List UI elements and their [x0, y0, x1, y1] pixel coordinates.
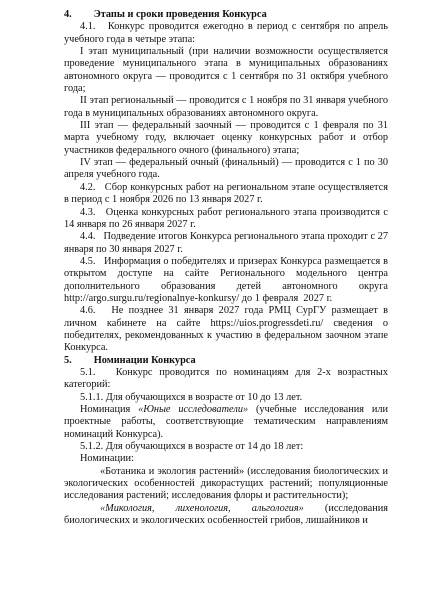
paragraph-stage-3: III этап — федеральный заочный — проводится с 1 февраля по 31 марта учебному году, включает оценку конкурсных работ и отбор участников федерального очного (финального) этапа; [64, 120, 388, 156]
paragraph-stage-2: II этап региональный — проводится с 1 ноября по 31 января учебного года в муниципальных образованиях автономного округа. [64, 95, 388, 119]
nomination-mycology-title: «Микология, лихенология, альгология» [100, 502, 304, 514]
paragraph-nomination-botany: «Ботаника и экология растений» (исследования биологических и экологических особенностей дикорастущих растений; популяционные исследования растений; исследования флоры и растительности); [64, 465, 388, 502]
paragraph-nominations-label: Номинации: [80, 453, 134, 465]
section-5-title: Номинации Конкурса [93, 354, 196, 366]
nomination-prefix: Номинация [80, 404, 139, 415]
nomination-mycology-description: (исследования биологических и экологических особенностей грибов, лишайников и [64, 502, 389, 527]
paragraph-nomination-mycology [64, 503, 388, 528]
section-4-title: Этапы и сроки проведения Конкурса [93, 9, 267, 20]
section-4-heading [64, 9, 388, 21]
paragraph-4-4: 4.4. Подведение итогов Конкурса регионального этапа проходит с 27 января по 30 января 2027 г. [64, 231, 388, 255]
paragraph-stage-1: I этап муниципальный (при наличии возможности осуществляется проведение муниципального этапа в муниципальных образованиях автономного округа — проводится с 1 сентября по 31 октября учебного года; [64, 46, 388, 95]
section-4-number: 4. [64, 9, 72, 20]
nomination-young-description: (учебные исследования или проектные работы, соответствующие тематическим направлениям номинаций Конкурса). [64, 404, 388, 440]
paragraph-stage-4: IV этап — федеральный очный (финальный) — проводится с 1 по 30 апреля учебного года. [64, 157, 388, 181]
paragraph-4-1: 4.1. Конкурс проводится ежегодно в период с сентября по апрель учебного года в четыре этапа: [64, 21, 388, 45]
paragraph-4-3: 4.3. Оценка конкурсных работ регионального этапа производится с 14 января по 26 января 2027 г. [64, 206, 388, 230]
paragraph-4-5: 4.5. Информация о победителях и призерах Конкурса размещается в открытом доступе на сайте Регионального модельного центра дополнительного образования детей автономного округа http://argo.surgu.ru/regionalnye-konkursy/ до 1 февраля 2027 г. [64, 255, 388, 304]
section-5-heading [64, 355, 388, 367]
nomination-young-researchers: «Юные исследователи» [138, 404, 249, 415]
section-5-number: 5. [64, 354, 72, 366]
paragraph-4-6: 4.6. Не позднее 31 января 2027 года РМЦ СурГУ размещает в личном кабинете на сайте https://uios.progressdeti.ru/ сведения о победителях, рекомендованных к участию в федеральном заочном этапе Конкурса. [64, 305, 388, 354]
paragraph-5-1-2: 5.1.2. Для обучающихся в возрасте от 14 до 18 лет: [80, 441, 304, 453]
paragraph-nomination-young [64, 404, 388, 441]
paragraph-5-1: 5.1. Конкурс проводится по номинациям для 2-х возрастных категорий: [64, 366, 388, 391]
paragraph-4-2: 4.2. Сбор конкурсных работ на региональном этапе осуществляется в период с 1 ноября 2026 по 13 января 2027 г. [64, 181, 388, 206]
paragraph-5-1-1: 5.1.1. Для обучающихся в возрасте от 10 до 13 лет. [80, 391, 303, 403]
